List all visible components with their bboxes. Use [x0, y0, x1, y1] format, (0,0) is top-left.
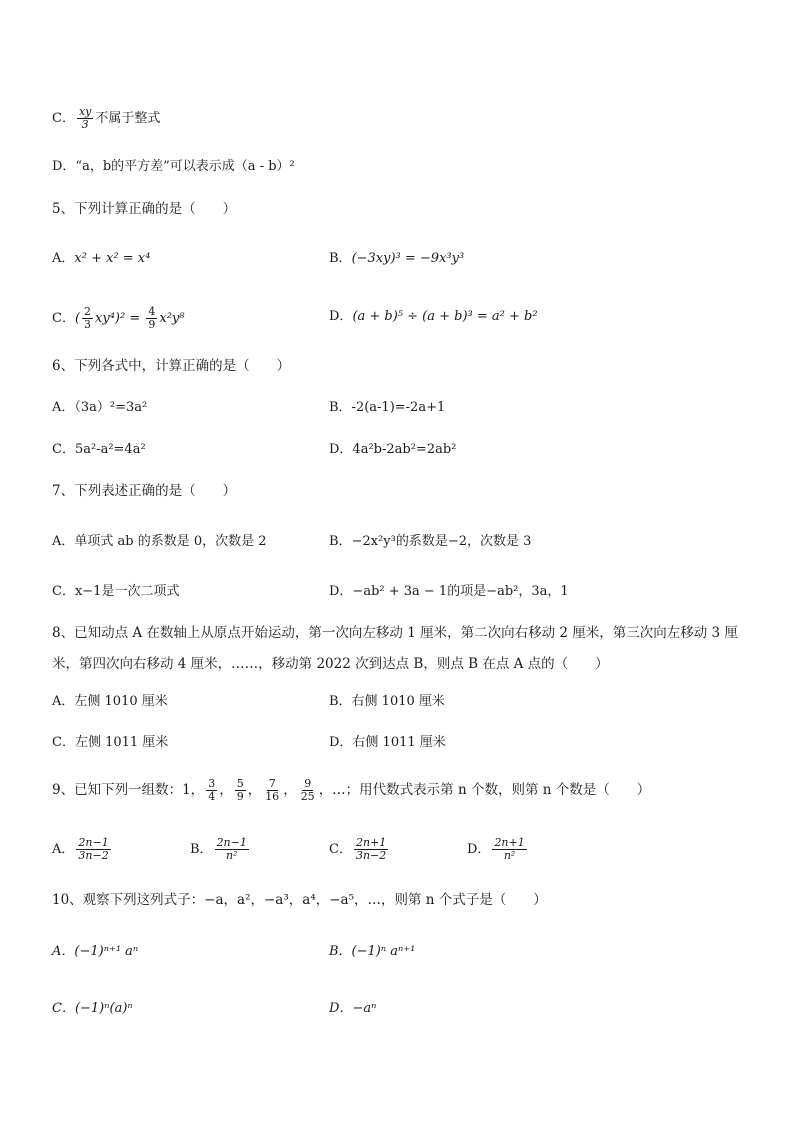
question-8-stem: 8、已知动点 A 在数轴上从原点开始运动，第一次向左移动 1 厘米，第二次向右移动 2 厘米，第三次向左移动 3 厘米，第四次向右移动 4 厘米，……，移动第 2022 次到达点 B，则点 B 在点 A 点的（ ） — [52, 625, 738, 672]
fraction: $\frac{9}{25}$ — [300, 777, 315, 803]
q7-option-b: B．−2x²y³的系数是−2，次数是 3 — [329, 534, 532, 549]
fraction: $\frac{2}{3}$ — [84, 305, 92, 331]
q5-option-b: B．(−3xy)³ = −9x³y³ — [329, 251, 465, 266]
question-10-stem: 10、观察下列这列式子：−a，a²，−a³，a⁴，−a⁵，…，则第 n 个式子是（ ） — [52, 892, 547, 908]
q7-option-d: D．−ab² + 3a − 1的项是−ab²，3a，1 — [329, 584, 569, 599]
q8-option-c: C．左侧 1011 厘米 — [52, 735, 169, 750]
fraction: $\frac{5}{9}$ — [236, 777, 244, 803]
q10-option-b: B．(−1)ⁿ aⁿ⁺¹ — [329, 944, 416, 959]
fraction: $\frac{3}{4}$ — [208, 777, 216, 803]
option-label: C． — [52, 111, 75, 126]
q10-option-a: A．(−1)ⁿ⁺¹ aⁿ — [52, 944, 139, 959]
q7-option-a: A．单项式 ab 的系数是 0，次数是 2 — [52, 534, 267, 549]
q10-option-c: C．(−1)ⁿ(a)ⁿ — [52, 1001, 133, 1016]
fraction: $\frac{7}{16}$ — [265, 777, 280, 803]
q9-option-a: A． $\frac{2n-1}{3n-2}$ — [52, 836, 109, 862]
q8-option-a: A．左侧 1010 厘米 — [52, 694, 168, 709]
q4-option-d: D．“a，b的平方差”可以表示成（a - b）² — [52, 159, 295, 174]
q6-option-a: A．（3a）²=3a² — [52, 400, 148, 415]
q9-option-c: C． $\frac{2n+1}{3n-2}$ — [329, 836, 387, 862]
question-6-stem: 6、下列各式中，计算正确的是（ ） — [52, 358, 291, 374]
q9-option-b: B． $\frac{2n-1}{\text{n²}}$ — [190, 836, 247, 862]
question-5-stem: 5、下列计算正确的是（ ） — [52, 201, 237, 217]
fraction: $\frac{xy}{3}$ — [78, 105, 92, 131]
q9-option-d: D． $\frac{2n+1}{\text{n²}}$ — [467, 836, 525, 862]
q4-option-c — [52, 106, 160, 131]
option-text: 不属于整式 — [95, 111, 161, 126]
q7-option-c: C．x−1是一次二项式 — [52, 584, 180, 599]
question-7-stem: 7、下列表述正确的是（ ） — [52, 483, 237, 499]
q8-option-b: B．右侧 1010 厘米 — [329, 694, 445, 709]
fraction: $\frac{4}{9}$ — [148, 305, 156, 331]
q6-option-c: C．5a²-a²=4a² — [52, 442, 146, 457]
q5-option-a: A．x² + x² = x⁴ — [52, 251, 151, 266]
question-9-stem: 9、已知下列一组数：1， $\frac{3}{4}$ ， $\frac{5}{9}$ ， $\frac{7}{16}$ ， $\frac{9}{25}$ ，…；用代数式表示第 n 个数，则第 n 个数是（ ） — [52, 777, 651, 803]
q8-option-d: D．右侧 1011 厘米 — [329, 735, 446, 750]
q6-option-d: D．4a²b-2ab²=2ab² — [329, 442, 457, 457]
q10-option-d: D．−aⁿ — [329, 1001, 377, 1016]
q5-option-c: C．( $\frac{2}{3}$ xy⁴)² = $\frac{4}{9}$ x²y⁸ — [52, 305, 185, 331]
q5-option-d: D．(a + b)⁵ ÷ (a + b)³ = a² + b² — [329, 309, 538, 324]
q6-option-b: B．-2(a-1)=-2a+1 — [329, 400, 446, 415]
